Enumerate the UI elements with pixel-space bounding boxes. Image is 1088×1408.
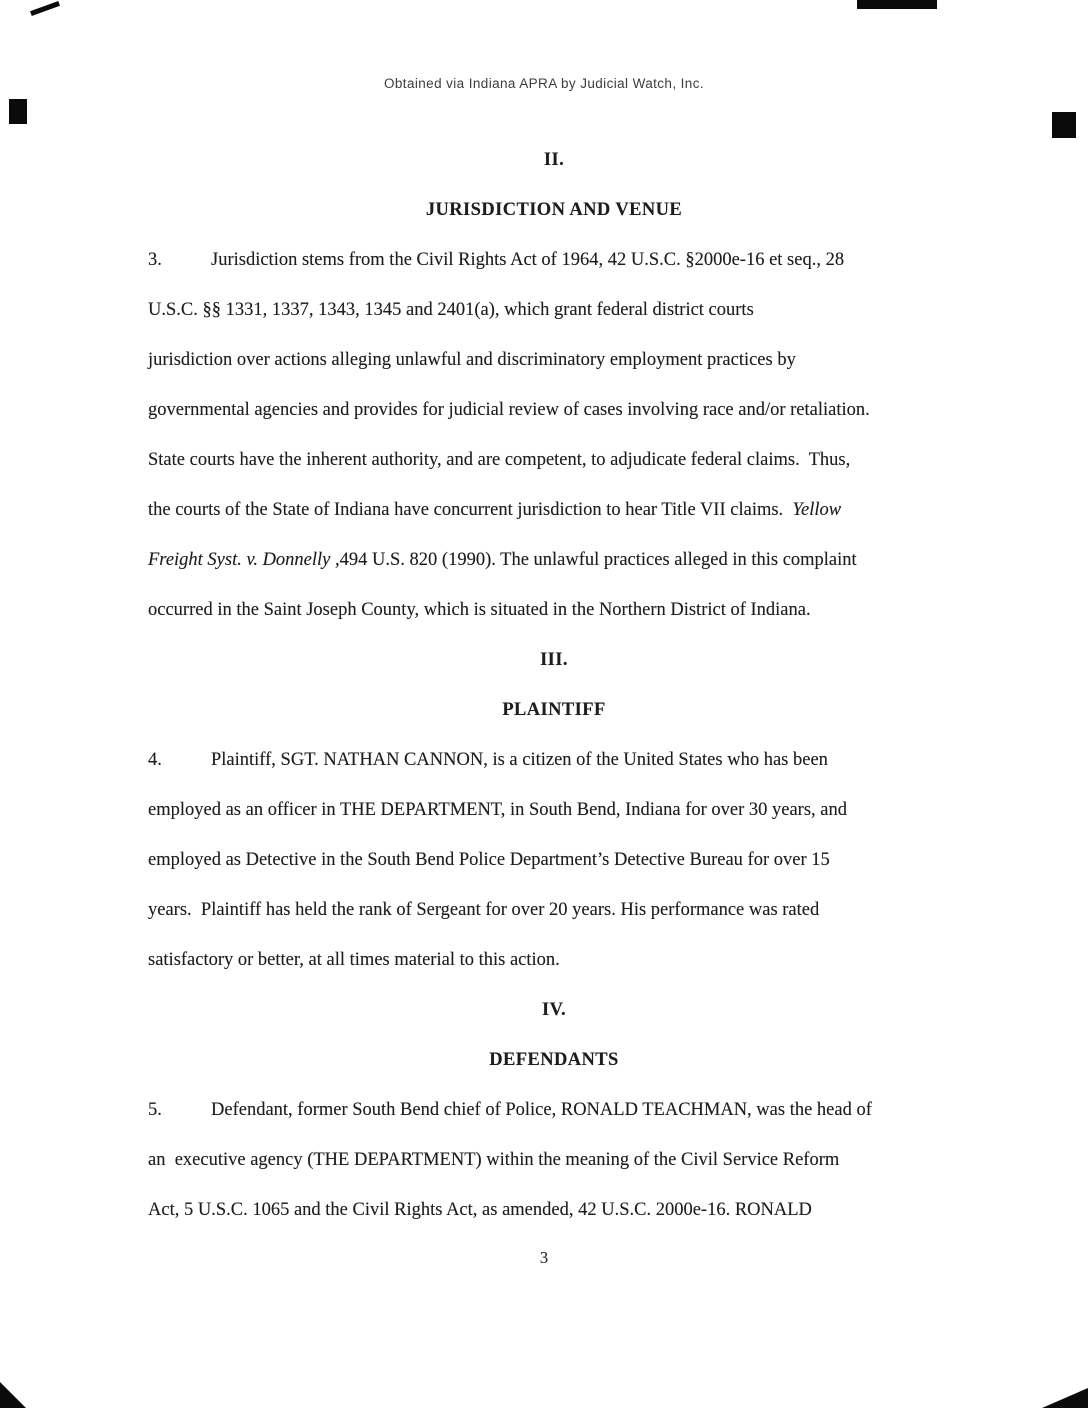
text-line: [148, 835, 960, 885]
paragraph-number: 5.: [148, 1100, 162, 1120]
text-line: [148, 385, 960, 435]
case-citation-text: Freight Syst. v. Donnelly: [148, 550, 331, 570]
scan-artifact-left-edge: [9, 99, 27, 124]
text-line: [148, 235, 960, 285]
page-number: 3: [539, 1248, 549, 1267]
body-text: IV.: [542, 1000, 566, 1020]
text-line: [148, 285, 960, 335]
text-line: [148, 735, 960, 785]
body-text: satisfactory or better, at all times material to this action.: [148, 950, 560, 970]
case-citation-text: Yellow: [792, 500, 842, 520]
body-text: JURISDICTION AND VENUE: [425, 200, 683, 220]
body-text: jurisdiction over actions alleging unlawful and discriminatory employment practices by: [148, 350, 796, 370]
text-line: [148, 885, 960, 935]
body-text: occurred in the Saint Joseph County, which is situated in the Northern District of Indiana.: [148, 600, 811, 620]
body-text: II.: [543, 150, 565, 170]
body-text: III.: [540, 650, 568, 670]
text-line: [148, 585, 960, 635]
section-heading: [148, 135, 960, 185]
paragraph-number: 3.: [148, 250, 162, 270]
body-text: ,494 U.S. 820 (1990). The unlawful practices alleged in this complaint: [330, 550, 857, 570]
body-text: employed as Detective in the South Bend Police Department’s Detective Bureau for over 15: [148, 850, 830, 870]
text-line: [148, 535, 960, 585]
body-text: governmental agencies and provides for judicial review of cases involving race and/or retaliation.: [148, 400, 870, 420]
scan-artifact-right-edge: [1052, 112, 1076, 138]
text-line: [148, 1085, 960, 1135]
body-text: years. Plaintiff has held the rank of Sergeant for over 20 years. His performance was rated: [148, 900, 820, 920]
text-line: [148, 785, 960, 835]
section-heading: [148, 635, 960, 685]
body-text: Defendant, former South Bend chief of Police, RONALD TEACHMAN, was the head of: [211, 1100, 872, 1120]
body-text: Jurisdiction stems from the Civil Rights Act of 1964, 42 U.S.C. §2000e-16 et seq., 28: [211, 250, 845, 270]
text-line: [148, 335, 960, 385]
section-heading: [148, 985, 960, 1035]
body-text: PLAINTIFF: [502, 700, 606, 720]
body-text: DEFENDANTS: [489, 1050, 619, 1070]
scan-artifact-top-left: [30, 1, 60, 16]
text-line: [148, 485, 960, 535]
body-text: State courts have the inherent authority, and are competent, to adjudicate federal claims. Thus,: [148, 450, 851, 470]
text-line: [148, 1135, 960, 1185]
section-heading: [148, 1035, 960, 1085]
paragraph-number: 4.: [148, 750, 162, 770]
source-stamp: Obtained via Indiana APRA by Judicial Watch, Inc.: [383, 76, 704, 91]
document-content: [148, 135, 960, 1235]
body-text: Act, 5 U.S.C. 1065 and the Civil Rights Act, as amended, 42 U.S.C. 2000e-16. RONALD: [148, 1200, 812, 1220]
body-text: Plaintiff, SGT. NATHAN CANNON, is a citizen of the United States who has been: [211, 750, 828, 770]
body-text: U.S.C. §§ 1331, 1337, 1343, 1345 and 2401(a), which grant federal district courts: [148, 300, 754, 320]
scan-artifact-bottom-right: [1042, 1388, 1088, 1408]
text-line: [148, 935, 960, 985]
scan-artifact-top-right: [857, 0, 937, 9]
scan-artifact-bottom-left: [0, 1382, 26, 1408]
body-text: an executive agency (THE DEPARTMENT) within the meaning of the Civil Service Reform: [148, 1150, 840, 1170]
text-line: [148, 435, 960, 485]
body-text: the courts of the State of Indiana have concurrent jurisdiction to hear Title VII claims.: [148, 500, 793, 520]
text-line: [148, 1185, 960, 1235]
section-heading: [148, 685, 960, 735]
section-heading: [148, 185, 960, 235]
body-text: employed as an officer in THE DEPARTMENT, in South Bend, Indiana for over 30 years, and: [148, 800, 848, 820]
